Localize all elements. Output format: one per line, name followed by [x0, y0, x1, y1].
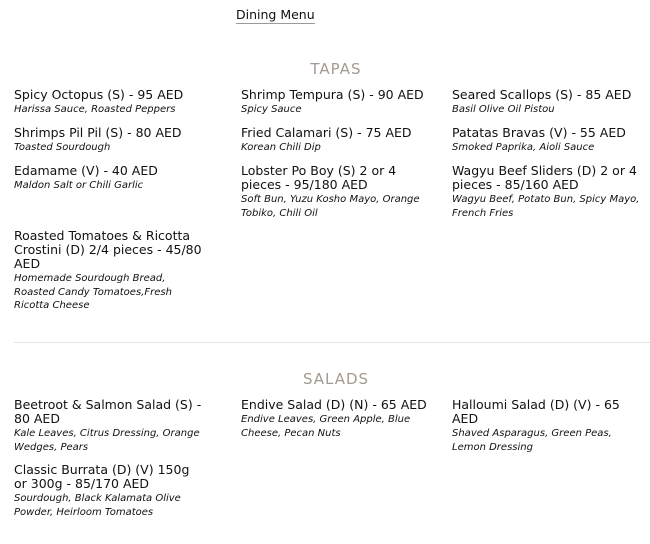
menu-item-beetroot-salmon-salad: [14, 398, 206, 454]
menu-item-lobster-po-boy: [241, 164, 431, 220]
item-name: Wagyu Beef Sliders (D) 2 or 4 pieces - 85/160 AED: [452, 163, 637, 192]
item-name: Patatas Bravas (V) - 55 AED: [452, 125, 626, 140]
item-name: Spicy Octopus (S) - 95 AED: [14, 87, 184, 102]
item-description: Kale Leaves, Citrus Dressing, Orange Wedges, Pears: [14, 428, 200, 453]
item-description: Endive Leaves, Green Apple, Blue Cheese, Pecan Nuts: [241, 414, 411, 439]
item-name: Halloumi Salad (D) (V) - 65 AED: [452, 397, 620, 426]
menu-item-endive-salad: [241, 398, 431, 440]
item-description: Harissa Sauce, Roasted Peppers: [14, 104, 176, 115]
tapas-heading: TAPAS: [310, 60, 362, 78]
item-description: Maldon Salt or Chili Garlic: [14, 180, 144, 191]
item-name: Beetroot & Salmon Salad (S) - 80 AED: [14, 397, 202, 426]
menu-item-patatas-bravas: [452, 126, 648, 155]
item-description: Smoked Paprika, Aioli Sauce: [452, 142, 595, 153]
dining-menu-link[interactable]: Dining Menu: [236, 7, 315, 22]
item-description: Wagyu Beef, Potato Bun, Spicy Mayo, French Fries: [452, 194, 640, 219]
item-description: Soft Bun, Yuzu Kosho Mayo, Orange Tobiko, Chili Oil: [241, 194, 420, 219]
menu-item-fried-calamari: [241, 126, 431, 155]
item-description: Sourdough, Black Kalamata Olive Powder, Heirloom Tomatoes: [14, 493, 181, 518]
item-description: Basil Olive Oil Pistou: [452, 104, 555, 115]
menu-item-halloumi-salad: [452, 398, 648, 454]
menu-item-edamame: [14, 164, 224, 193]
menu-item-wagyu-beef-sliders: [452, 164, 648, 220]
item-description: Homemade Sourdough Bread, Roasted Candy Tomatoes,Fresh Ricotta Cheese: [14, 273, 172, 311]
menu-item-roasted-tomatoes-ricotta: [14, 229, 204, 313]
item-description: Toasted Sourdough: [14, 142, 111, 153]
item-name: Shrimp Tempura (S) - 90 AED: [241, 87, 424, 102]
item-name: Edamame (V) - 40 AED: [14, 163, 158, 178]
item-description: Spicy Sauce: [241, 104, 302, 115]
section-divider: [14, 342, 650, 343]
menu-item-shrimps-pil-pil: [14, 126, 224, 155]
item-name: Fried Calamari (S) - 75 AED: [241, 125, 412, 140]
item-name: Endive Salad (D) (N) - 65 AED: [241, 397, 427, 412]
menu-item-spicy-octopus: [14, 88, 224, 117]
menu-item-shrimp-tempura: [241, 88, 431, 117]
item-name: Lobster Po Boy (S) 2 or 4 pieces - 95/180 AED: [241, 163, 397, 192]
item-name: Roasted Tomatoes & Ricotta Crostini (D) 2/4 pieces - 45/80 AED: [14, 228, 202, 271]
menu-item-seared-scallops: [452, 88, 648, 117]
item-description: Shaved Asparagus, Green Peas, Lemon Dressing: [452, 428, 612, 453]
item-name: Seared Scallops (S) - 85 AED: [452, 87, 632, 102]
item-name: Shrimps Pil Pil (S) - 80 AED: [14, 125, 182, 140]
item-description: Korean Chili Dip: [241, 142, 321, 153]
salads-heading: SALADS: [302, 370, 370, 388]
item-name: Classic Burrata (D) (V) 150g or 300g - 85/170 AED: [14, 462, 190, 491]
menu-item-classic-burrata: [14, 463, 206, 519]
